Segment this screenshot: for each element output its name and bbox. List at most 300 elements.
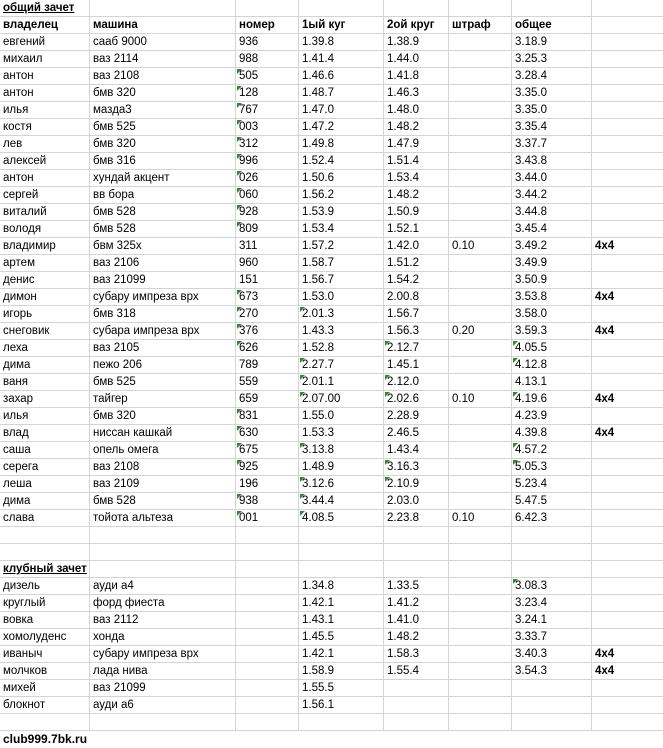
cell-col-2[interactable]: 376 [235, 323, 298, 339]
cell-col-6[interactable]: 3.49.9 [511, 255, 591, 271]
cell-col-6[interactable]: 3.43.8 [511, 153, 591, 169]
cell-col-1[interactable] [89, 544, 235, 560]
cell-col-4[interactable]: 1.48.2 [383, 187, 448, 203]
cell-col-5[interactable] [448, 68, 511, 84]
cell-col-6[interactable] [511, 697, 591, 713]
cell-col-0[interactable]: илья [3, 410, 29, 422]
cell-col-0[interactable]: леха [3, 342, 28, 354]
cell-col-7[interactable] [591, 170, 663, 186]
cell-col-7[interactable] [591, 561, 663, 577]
cell-col-6[interactable]: 3.35.4 [511, 119, 591, 135]
cell-col-7[interactable] [591, 578, 663, 594]
cell-col-6[interactable] [511, 561, 591, 577]
cell-col-5[interactable]: 0.20 [448, 323, 511, 339]
cell-col-4[interactable]: 1.52.1 [383, 221, 448, 237]
cell-col-7[interactable]: 4х4 [591, 238, 663, 254]
cell-col-6[interactable]: 3.33.7 [511, 629, 591, 645]
cell-col-0[interactable]: лев [3, 138, 23, 150]
cell-col-1[interactable]: субара импреза врх [89, 323, 235, 339]
cell-col-4[interactable]: 1.48.2 [383, 119, 448, 135]
cell-col-1[interactable]: субару импреза врх [89, 289, 235, 305]
cell-col-0[interactable]: володя [3, 223, 42, 235]
cell-col-3[interactable]: 1.43.1 [298, 612, 383, 628]
cell-col-4[interactable]: 2.12.7 [383, 340, 448, 356]
cell-col-2[interactable]: 270 [235, 306, 298, 322]
cell-col-4[interactable] [383, 714, 448, 730]
cell-col-4[interactable]: 2.46.5 [383, 425, 448, 441]
cell-col-2[interactable] [235, 578, 298, 594]
cell-col-3[interactable]: 1.55.0 [298, 408, 383, 424]
cell-col-7[interactable]: 4х4 [591, 425, 663, 441]
cell-col-1[interactable]: бвм 325х [89, 238, 235, 254]
cell-col-0[interactable]: михей [3, 682, 36, 694]
cell-col-6[interactable]: 4.12.8 [511, 357, 591, 373]
cell-col-5[interactable] [448, 340, 511, 356]
cell-col-7[interactable] [591, 204, 663, 220]
cell-col-3[interactable]: 1.56.7 [298, 272, 383, 288]
cell-col-5[interactable] [448, 527, 511, 543]
cell-col-7[interactable] [591, 0, 663, 16]
cell-col-1[interactable]: бмв 528 [89, 221, 235, 237]
cell-col-0[interactable]: михаил [3, 53, 43, 65]
cell-col-2[interactable]: 809 [235, 221, 298, 237]
cell-col-0[interactable]: молчков [3, 665, 48, 677]
cell-col-3[interactable]: 1.53.3 [298, 425, 383, 441]
cell-col-0[interactable]: евгений [3, 36, 46, 48]
cell-col-1[interactable]: бмв 525 [89, 374, 235, 390]
cell-col-0[interactable]: снеговик [3, 325, 50, 337]
cell-col-5[interactable] [448, 714, 511, 730]
cell-col-0[interactable]: хомолуденс [3, 631, 67, 643]
cell-col-1[interactable]: хонда [89, 629, 235, 645]
cell-col-3[interactable]: 1.49.8 [298, 136, 383, 152]
cell-col-4[interactable]: 1.43.4 [383, 442, 448, 458]
cell-col-6[interactable]: 3.45.4 [511, 221, 591, 237]
cell-col-0[interactable]: дима [3, 495, 31, 507]
cell-col-2[interactable]: 026 [235, 170, 298, 186]
cell-col-2[interactable]: 831 [235, 408, 298, 424]
cell-col-5[interactable] [448, 221, 511, 237]
cell-col-5[interactable] [448, 170, 511, 186]
cell-col-5[interactable] [448, 476, 511, 492]
cell-col-4[interactable]: 1.48.0 [383, 102, 448, 118]
cell-col-7[interactable] [591, 442, 663, 458]
cell-col-5[interactable] [448, 374, 511, 390]
cell-col-0[interactable]: антон [3, 172, 34, 184]
cell-col-3[interactable]: 1.41.4 [298, 51, 383, 67]
cell-col-2[interactable]: 003 [235, 119, 298, 135]
cell-col-4[interactable]: 1.54.2 [383, 272, 448, 288]
cell-col-5[interactable] [448, 187, 511, 203]
cell-col-0[interactable]: виталий [3, 206, 47, 218]
cell-col-0[interactable] [0, 714, 89, 730]
cell-col-5[interactable] [448, 255, 511, 271]
cell-col-1[interactable]: бмв 525 [89, 119, 235, 135]
cell-col-1[interactable]: ваз 2106 [89, 255, 235, 271]
cell-col-6[interactable] [511, 0, 591, 16]
cell-col-7[interactable] [591, 680, 663, 696]
cell-col-5[interactable] [448, 493, 511, 509]
cell-col-3[interactable]: 1.39.8 [298, 34, 383, 50]
cell-col-4[interactable]: 1.41.2 [383, 595, 448, 611]
cell-col-0[interactable]: влад [3, 427, 29, 439]
cell-col-5[interactable] [448, 459, 511, 475]
cell-col-2[interactable]: 626 [235, 340, 298, 356]
cell-col-2[interactable]: 196 [235, 476, 298, 492]
cell-col-3[interactable]: 1.50.6 [298, 170, 383, 186]
cell-col-1[interactable]: бмв 528 [89, 493, 235, 509]
cell-col-1[interactable]: опель омега [89, 442, 235, 458]
cell-col-3[interactable]: 3.44.4 [298, 493, 383, 509]
cell-col-5[interactable] [448, 595, 511, 611]
cell-col-7[interactable] [591, 629, 663, 645]
cell-col-6[interactable]: 3.54.3 [511, 663, 591, 679]
cell-col-0[interactable]: денис [3, 274, 35, 286]
cell-col-1[interactable]: тойота альтеза [89, 510, 235, 526]
cell-col-3[interactable]: 2.01.1 [298, 374, 383, 390]
cell-col-4[interactable] [383, 527, 448, 543]
cell-col-2[interactable]: 960 [235, 255, 298, 271]
cell-col-0[interactable]: игорь [3, 308, 33, 320]
cell-col-6[interactable]: 3.59.3 [511, 323, 591, 339]
cell-col-5[interactable] [448, 306, 511, 322]
column-header[interactable] [591, 17, 663, 33]
cell-col-6[interactable]: 3.37.7 [511, 136, 591, 152]
cell-col-7[interactable] [591, 187, 663, 203]
cell-col-6[interactable]: 4.39.8 [511, 425, 591, 441]
cell-col-0[interactable]: серега [3, 461, 39, 473]
cell-col-0[interactable]: блокнот [3, 699, 46, 711]
cell-col-5[interactable] [448, 680, 511, 696]
cell-col-4[interactable]: 1.41.0 [383, 612, 448, 628]
cell-col-0[interactable] [0, 527, 89, 543]
cell-col-0[interactable]: дима [3, 359, 31, 371]
cell-col-3[interactable]: 1.52.8 [298, 340, 383, 356]
cell-col-6[interactable]: 5.05.3 [511, 459, 591, 475]
cell-col-2[interactable]: 789 [235, 357, 298, 373]
cell-col-5[interactable] [448, 629, 511, 645]
cell-col-3[interactable]: 1.55.5 [298, 680, 383, 696]
cell-col-6[interactable] [511, 544, 591, 560]
cell-col-2[interactable]: 996 [235, 153, 298, 169]
cell-col-3[interactable]: 1.45.5 [298, 629, 383, 645]
cell-col-0[interactable] [0, 544, 89, 560]
cell-col-6[interactable]: 3.44.2 [511, 187, 591, 203]
cell-col-0[interactable]: димон [3, 291, 37, 303]
cell-col-5[interactable] [448, 646, 511, 662]
cell-col-3[interactable]: 2.01.3 [298, 306, 383, 322]
column-header[interactable]: номер [235, 17, 298, 33]
cell-col-3[interactable]: 1.56.1 [298, 697, 383, 713]
cell-col-1[interactable]: ауди а6 [89, 697, 235, 713]
cell-col-1[interactable]: ваз 2108 [89, 459, 235, 475]
cell-col-1[interactable]: ваз 2109 [89, 476, 235, 492]
cell-col-7[interactable] [591, 595, 663, 611]
cell-col-2[interactable]: 630 [235, 425, 298, 441]
cell-col-2[interactable]: 659 [235, 391, 298, 407]
cell-col-1[interactable]: бмв 320 [89, 136, 235, 152]
cell-col-0[interactable]: вовка [3, 614, 34, 626]
cell-col-1[interactable]: бмв 320 [89, 408, 235, 424]
cell-col-0[interactable]: саша [3, 444, 31, 456]
cell-col-2[interactable]: 988 [235, 51, 298, 67]
cell-col-4[interactable]: 1.51.2 [383, 255, 448, 271]
cell-col-3[interactable]: 1.42.1 [298, 646, 383, 662]
cell-col-4[interactable]: 1.55.4 [383, 663, 448, 679]
cell-col-7[interactable] [591, 612, 663, 628]
cell-col-4[interactable]: 2.00.8 [383, 289, 448, 305]
cell-col-2[interactable]: 559 [235, 374, 298, 390]
cell-col-0[interactable]: ваня [3, 376, 28, 388]
cell-col-3[interactable]: 3.13.8 [298, 442, 383, 458]
cell-col-6[interactable]: 3.50.9 [511, 272, 591, 288]
cell-col-3[interactable] [298, 561, 383, 577]
cell-col-5[interactable] [448, 357, 511, 373]
cell-col-7[interactable] [591, 119, 663, 135]
cell-col-4[interactable]: 2.03.0 [383, 493, 448, 509]
column-header[interactable]: 1ый куг [298, 17, 383, 33]
cell-col-7[interactable]: 4х4 [591, 663, 663, 679]
cell-col-4[interactable]: 1.58.3 [383, 646, 448, 662]
cell-col-7[interactable] [591, 272, 663, 288]
cell-col-2[interactable]: 767 [235, 102, 298, 118]
cell-col-5[interactable] [448, 272, 511, 288]
cell-col-6[interactable]: 5.23.4 [511, 476, 591, 492]
cell-col-1[interactable]: бмв 320 [89, 85, 235, 101]
cell-col-3[interactable]: 3.12.6 [298, 476, 383, 492]
cell-col-3[interactable] [298, 0, 383, 16]
cell-col-2[interactable] [235, 595, 298, 611]
cell-col-4[interactable]: 1.44.0 [383, 51, 448, 67]
cell-col-4[interactable]: 2.28.9 [383, 408, 448, 424]
cell-col-4[interactable]: 1.42.0 [383, 238, 448, 254]
cell-col-0[interactable]: алексей [3, 155, 47, 167]
cell-col-5[interactable] [448, 119, 511, 135]
cell-col-3[interactable]: 1.57.2 [298, 238, 383, 254]
cell-col-5[interactable] [448, 204, 511, 220]
cell-col-5[interactable] [448, 544, 511, 560]
cell-col-2[interactable]: 673 [235, 289, 298, 305]
cell-col-6[interactable]: 3.44.0 [511, 170, 591, 186]
cell-col-7[interactable] [591, 476, 663, 492]
cell-col-4[interactable]: 1.46.3 [383, 85, 448, 101]
cell-col-7[interactable] [591, 510, 663, 526]
column-header[interactable]: штраф [448, 17, 511, 33]
cell-col-5[interactable] [448, 0, 511, 16]
cell-col-1[interactable]: лада нива [89, 663, 235, 679]
cell-col-5[interactable] [448, 136, 511, 152]
cell-col-7[interactable] [591, 102, 663, 118]
column-header[interactable]: владелец [3, 19, 58, 31]
cell-col-5[interactable]: 0.10 [448, 510, 511, 526]
cell-col-7[interactable] [591, 153, 663, 169]
cell-col-1[interactable]: хундай акцент [89, 170, 235, 186]
cell-col-7[interactable] [591, 221, 663, 237]
cell-col-1[interactable]: ваз 2108 [89, 68, 235, 84]
cell-col-0[interactable]: иваныч [3, 648, 43, 660]
cell-col-0[interactable]: антон [3, 87, 34, 99]
cell-col-7[interactable] [591, 306, 663, 322]
cell-col-6[interactable]: 3.35.0 [511, 102, 591, 118]
cell-col-2[interactable] [235, 544, 298, 560]
cell-col-7[interactable] [591, 493, 663, 509]
cell-col-2[interactable] [235, 680, 298, 696]
cell-col-4[interactable]: 1.45.1 [383, 357, 448, 373]
cell-col-3[interactable]: 1.53.9 [298, 204, 383, 220]
cell-col-2[interactable] [235, 697, 298, 713]
cell-col-4[interactable]: 1.53.4 [383, 170, 448, 186]
cell-col-1[interactable] [89, 561, 235, 577]
cell-col-1[interactable]: ваз 21099 [89, 680, 235, 696]
cell-col-6[interactable]: 3.28.4 [511, 68, 591, 84]
cell-col-1[interactable]: ауди а4 [89, 578, 235, 594]
cell-col-2[interactable] [235, 527, 298, 543]
cell-col-4[interactable]: 1.51.4 [383, 153, 448, 169]
section-title[interactable]: общий зачет [3, 2, 75, 14]
cell-col-2[interactable] [235, 612, 298, 628]
cell-col-3[interactable]: 1.53.4 [298, 221, 383, 237]
cell-col-5[interactable] [448, 408, 511, 424]
cell-col-4[interactable]: 2.10.9 [383, 476, 448, 492]
cell-col-4[interactable] [383, 544, 448, 560]
cell-col-5[interactable] [448, 578, 511, 594]
cell-col-3[interactable]: 2.07.00 [298, 391, 383, 407]
cell-col-2[interactable]: 001 [235, 510, 298, 526]
cell-col-3[interactable]: 1.47.0 [298, 102, 383, 118]
cell-col-3[interactable]: 1.42.1 [298, 595, 383, 611]
cell-col-1[interactable] [89, 527, 235, 543]
cell-col-0[interactable]: артем [3, 257, 35, 269]
cell-col-6[interactable] [511, 714, 591, 730]
cell-col-5[interactable] [448, 85, 511, 101]
cell-col-1[interactable]: сааб 9000 [89, 34, 235, 50]
cell-col-6[interactable]: 3.58.0 [511, 306, 591, 322]
cell-col-7[interactable]: 4х4 [591, 289, 663, 305]
cell-col-5[interactable] [448, 425, 511, 441]
cell-col-0[interactable]: костя [3, 121, 32, 133]
cell-col-7[interactable]: 4х4 [591, 391, 663, 407]
cell-col-1[interactable]: ваз 2105 [89, 340, 235, 356]
cell-col-1[interactable]: мазда3 [89, 102, 235, 118]
cell-col-5[interactable] [448, 153, 511, 169]
cell-col-7[interactable] [591, 340, 663, 356]
cell-col-0[interactable]: захар [3, 393, 34, 405]
cell-col-0[interactable]: слава [3, 512, 35, 524]
cell-col-5[interactable] [448, 561, 511, 577]
cell-col-5[interactable] [448, 663, 511, 679]
cell-col-6[interactable]: 4.13.1 [511, 374, 591, 390]
cell-col-3[interactable] [298, 714, 383, 730]
cell-col-2[interactable]: 151 [235, 272, 298, 288]
cell-col-0[interactable]: сергей [3, 189, 39, 201]
cell-col-6[interactable]: 3.40.3 [511, 646, 591, 662]
cell-col-4[interactable]: 2.12.0 [383, 374, 448, 390]
cell-col-3[interactable]: 1.34.8 [298, 578, 383, 594]
cell-col-4[interactable] [383, 561, 448, 577]
cell-col-6[interactable]: 6.42.3 [511, 510, 591, 526]
column-header[interactable]: общее [511, 17, 591, 33]
cell-col-3[interactable]: 1.48.9 [298, 459, 383, 475]
column-header[interactable]: машина [89, 17, 235, 33]
cell-col-0[interactable]: илья [3, 104, 29, 116]
cell-col-2[interactable] [235, 629, 298, 645]
cell-col-3[interactable]: 1.52.4 [298, 153, 383, 169]
cell-col-2[interactable] [235, 646, 298, 662]
cell-col-4[interactable] [383, 680, 448, 696]
cell-col-1[interactable]: бмв 528 [89, 204, 235, 220]
column-header[interactable]: 2ой круг [383, 17, 448, 33]
cell-col-7[interactable] [591, 255, 663, 271]
cell-col-7[interactable] [591, 357, 663, 373]
cell-col-2[interactable] [235, 561, 298, 577]
cell-col-7[interactable] [591, 136, 663, 152]
cell-col-1[interactable]: субару импреза врх [89, 646, 235, 662]
cell-col-2[interactable]: 505 [235, 68, 298, 84]
cell-col-4[interactable]: 2.23.8 [383, 510, 448, 526]
cell-col-0[interactable]: дизель [3, 580, 40, 592]
cell-col-3[interactable]: 1.58.9 [298, 663, 383, 679]
cell-col-2[interactable] [235, 0, 298, 16]
cell-col-0[interactable]: владимир [3, 240, 56, 252]
cell-col-6[interactable]: 4.05.5 [511, 340, 591, 356]
cell-col-6[interactable] [511, 527, 591, 543]
cell-col-3[interactable] [298, 527, 383, 543]
cell-col-6[interactable]: 4.57.2 [511, 442, 591, 458]
cell-col-7[interactable] [591, 51, 663, 67]
cell-col-3[interactable]: 1.48.7 [298, 85, 383, 101]
cell-col-1[interactable]: бмв 316 [89, 153, 235, 169]
cell-col-4[interactable] [383, 697, 448, 713]
cell-col-1[interactable]: бмв 318 [89, 306, 235, 322]
cell-col-2[interactable]: 928 [235, 204, 298, 220]
cell-col-6[interactable]: 3.18.9 [511, 34, 591, 50]
cell-col-7[interactable] [591, 408, 663, 424]
cell-col-2[interactable]: 312 [235, 136, 298, 152]
cell-col-1[interactable]: пежо 206 [89, 357, 235, 373]
cell-col-5[interactable] [448, 442, 511, 458]
cell-col-6[interactable]: 5.47.5 [511, 493, 591, 509]
cell-col-1[interactable]: ниссан кашкай [89, 425, 235, 441]
cell-col-2[interactable]: 925 [235, 459, 298, 475]
cell-col-2[interactable]: 936 [235, 34, 298, 50]
cell-col-5[interactable] [448, 51, 511, 67]
cell-col-6[interactable]: 3.25.3 [511, 51, 591, 67]
cell-col-3[interactable]: 1.43.3 [298, 323, 383, 339]
cell-col-2[interactable]: 675 [235, 442, 298, 458]
cell-col-7[interactable] [591, 544, 663, 560]
section-title[interactable]: клубный зачет [3, 563, 87, 575]
cell-col-2[interactable] [235, 663, 298, 679]
cell-col-4[interactable]: 1.50.9 [383, 204, 448, 220]
cell-col-5[interactable] [448, 34, 511, 50]
cell-col-4[interactable] [383, 0, 448, 16]
cell-col-1[interactable] [89, 0, 235, 16]
cell-col-3[interactable]: 1.56.2 [298, 187, 383, 203]
cell-col-4[interactable]: 1.56.3 [383, 323, 448, 339]
cell-col-3[interactable]: 1.58.7 [298, 255, 383, 271]
cell-col-3[interactable]: 4.08.5 [298, 510, 383, 526]
cell-col-2[interactable]: 128 [235, 85, 298, 101]
cell-col-4[interactable]: 1.38.9 [383, 34, 448, 50]
cell-col-4[interactable]: 3.16.3 [383, 459, 448, 475]
cell-col-5[interactable] [448, 102, 511, 118]
cell-col-0[interactable]: круглый [3, 597, 46, 609]
cell-col-7[interactable] [591, 68, 663, 84]
cell-col-6[interactable] [511, 680, 591, 696]
cell-col-5[interactable]: 0.10 [448, 238, 511, 254]
cell-col-6[interactable]: 3.49.2 [511, 238, 591, 254]
cell-col-6[interactable]: 3.53.8 [511, 289, 591, 305]
